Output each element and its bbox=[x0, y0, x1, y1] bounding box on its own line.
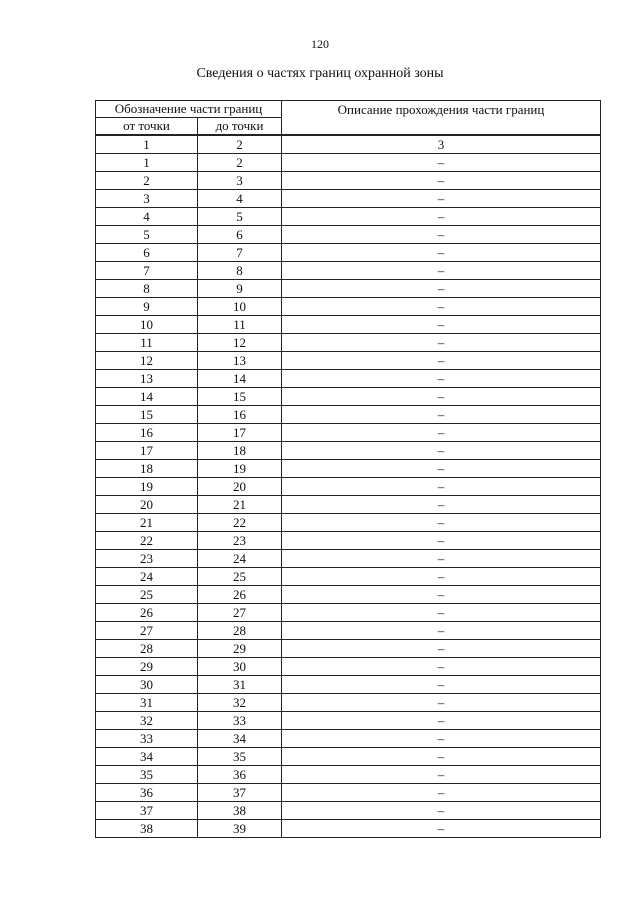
to-point-cell: 30 bbox=[198, 658, 282, 676]
table-row bbox=[96, 712, 601, 730]
table-row bbox=[96, 352, 601, 370]
to-point-cell: 32 bbox=[198, 694, 282, 712]
description-cell: – bbox=[282, 748, 601, 766]
column-number: 1 bbox=[96, 135, 198, 154]
table-row bbox=[96, 280, 601, 298]
table-row bbox=[96, 478, 601, 496]
table-row bbox=[96, 784, 601, 802]
description-cell: – bbox=[282, 514, 601, 532]
table-row bbox=[96, 442, 601, 460]
table-row bbox=[96, 406, 601, 424]
column-number: 2 bbox=[198, 135, 282, 154]
description-cell: – bbox=[282, 604, 601, 622]
description-cell: – bbox=[282, 190, 601, 208]
from-point-cell: 25 bbox=[96, 586, 198, 604]
table-row bbox=[96, 262, 601, 280]
to-point-cell: 37 bbox=[198, 784, 282, 802]
table-row bbox=[96, 586, 601, 604]
to-point-cell: 8 bbox=[198, 262, 282, 280]
table-row bbox=[96, 730, 601, 748]
from-point-cell: 24 bbox=[96, 568, 198, 586]
description-cell: – bbox=[282, 424, 601, 442]
from-point-cell: 7 bbox=[96, 262, 198, 280]
table-row bbox=[96, 154, 601, 172]
description-cell: – bbox=[282, 388, 601, 406]
description-cell: – bbox=[282, 496, 601, 514]
to-point-cell: 10 bbox=[198, 298, 282, 316]
to-point-cell: 2 bbox=[198, 154, 282, 172]
table-row bbox=[96, 676, 601, 694]
from-point-cell: 12 bbox=[96, 352, 198, 370]
from-point-cell: 28 bbox=[96, 640, 198, 658]
table-row bbox=[96, 802, 601, 820]
header-to-point: до точки bbox=[198, 118, 282, 136]
from-point-cell: 13 bbox=[96, 370, 198, 388]
to-point-cell: 28 bbox=[198, 622, 282, 640]
from-point-cell: 6 bbox=[96, 244, 198, 262]
table-body bbox=[96, 135, 601, 838]
to-point-cell: 3 bbox=[198, 172, 282, 190]
page-number: 120 bbox=[311, 37, 329, 51]
table-row bbox=[96, 424, 601, 442]
description-cell: – bbox=[282, 730, 601, 748]
to-point-cell: 12 bbox=[198, 334, 282, 352]
table-row bbox=[96, 334, 601, 352]
description-cell: – bbox=[282, 460, 601, 478]
description-cell: – bbox=[282, 820, 601, 838]
to-point-cell: 14 bbox=[198, 370, 282, 388]
from-point-cell: 23 bbox=[96, 550, 198, 568]
table-row bbox=[96, 766, 601, 784]
column-number: 3 bbox=[282, 135, 601, 154]
description-cell: – bbox=[282, 334, 601, 352]
description-cell: – bbox=[282, 298, 601, 316]
to-point-cell: 11 bbox=[198, 316, 282, 334]
page-title: Сведения о частях границ охранной зоны bbox=[196, 66, 444, 81]
from-point-cell: 14 bbox=[96, 388, 198, 406]
to-point-cell: 16 bbox=[198, 406, 282, 424]
from-point-cell: 17 bbox=[96, 442, 198, 460]
description-cell: – bbox=[282, 406, 601, 424]
from-point-cell: 34 bbox=[96, 748, 198, 766]
from-point-cell: 18 bbox=[96, 460, 198, 478]
description-cell: – bbox=[282, 766, 601, 784]
from-point-cell: 32 bbox=[96, 712, 198, 730]
to-point-cell: 35 bbox=[198, 748, 282, 766]
description-cell: – bbox=[282, 694, 601, 712]
from-point-cell: 11 bbox=[96, 334, 198, 352]
column-number-row bbox=[96, 135, 601, 154]
table-row bbox=[96, 820, 601, 838]
description-cell: – bbox=[282, 568, 601, 586]
from-point-cell: 33 bbox=[96, 730, 198, 748]
table-row bbox=[96, 640, 601, 658]
table-row bbox=[96, 316, 601, 334]
from-point-cell: 29 bbox=[96, 658, 198, 676]
to-point-cell: 18 bbox=[198, 442, 282, 460]
table-row bbox=[96, 244, 601, 262]
from-point-cell: 37 bbox=[96, 802, 198, 820]
from-point-cell: 27 bbox=[96, 622, 198, 640]
from-point-cell: 4 bbox=[96, 208, 198, 226]
table-row bbox=[96, 568, 601, 586]
to-point-cell: 27 bbox=[198, 604, 282, 622]
table-row bbox=[96, 370, 601, 388]
to-point-cell: 33 bbox=[198, 712, 282, 730]
from-point-cell: 15 bbox=[96, 406, 198, 424]
table-row bbox=[96, 748, 601, 766]
table-row bbox=[96, 622, 601, 640]
from-point-cell: 9 bbox=[96, 298, 198, 316]
from-point-cell: 38 bbox=[96, 820, 198, 838]
table-row bbox=[96, 460, 601, 478]
description-cell: – bbox=[282, 676, 601, 694]
table-row bbox=[96, 604, 601, 622]
from-point-cell: 1 bbox=[96, 154, 198, 172]
description-cell: – bbox=[282, 550, 601, 568]
to-point-cell: 38 bbox=[198, 802, 282, 820]
from-point-cell: 3 bbox=[96, 190, 198, 208]
from-point-cell: 8 bbox=[96, 280, 198, 298]
description-cell: – bbox=[282, 622, 601, 640]
table-row bbox=[96, 514, 601, 532]
header-from-point: от точки bbox=[96, 118, 198, 136]
header-boundary-designation: Обозначение части границ bbox=[96, 101, 282, 118]
from-point-cell: 26 bbox=[96, 604, 198, 622]
table-row bbox=[96, 190, 601, 208]
description-cell: – bbox=[282, 586, 601, 604]
description-cell: – bbox=[282, 478, 601, 496]
table-row bbox=[96, 226, 601, 244]
to-point-cell: 5 bbox=[198, 208, 282, 226]
to-point-cell: 15 bbox=[198, 388, 282, 406]
description-cell: – bbox=[282, 784, 601, 802]
to-point-cell: 29 bbox=[198, 640, 282, 658]
to-point-cell: 22 bbox=[198, 514, 282, 532]
table-row bbox=[96, 658, 601, 676]
table-row bbox=[96, 550, 601, 568]
to-point-cell: 25 bbox=[198, 568, 282, 586]
from-point-cell: 16 bbox=[96, 424, 198, 442]
to-point-cell: 34 bbox=[198, 730, 282, 748]
to-point-cell: 36 bbox=[198, 766, 282, 784]
header-description: Описание прохождения части границ bbox=[282, 101, 601, 136]
description-cell: – bbox=[282, 712, 601, 730]
description-cell: – bbox=[282, 280, 601, 298]
to-point-cell: 20 bbox=[198, 478, 282, 496]
from-point-cell: 22 bbox=[96, 532, 198, 550]
from-point-cell: 31 bbox=[96, 694, 198, 712]
table-row bbox=[96, 172, 601, 190]
description-cell: – bbox=[282, 442, 601, 460]
from-point-cell: 35 bbox=[96, 766, 198, 784]
from-point-cell: 5 bbox=[96, 226, 198, 244]
from-point-cell: 36 bbox=[96, 784, 198, 802]
to-point-cell: 4 bbox=[198, 190, 282, 208]
description-cell: – bbox=[282, 172, 601, 190]
from-point-cell: 19 bbox=[96, 478, 198, 496]
from-point-cell: 30 bbox=[96, 676, 198, 694]
to-point-cell: 13 bbox=[198, 352, 282, 370]
table-row bbox=[96, 388, 601, 406]
table-row bbox=[96, 496, 601, 514]
to-point-cell: 23 bbox=[198, 532, 282, 550]
description-cell: – bbox=[282, 226, 601, 244]
table-row bbox=[96, 298, 601, 316]
to-point-cell: 39 bbox=[198, 820, 282, 838]
to-point-cell: 17 bbox=[198, 424, 282, 442]
description-cell: – bbox=[282, 532, 601, 550]
from-point-cell: 2 bbox=[96, 172, 198, 190]
to-point-cell: 6 bbox=[198, 226, 282, 244]
description-cell: – bbox=[282, 370, 601, 388]
to-point-cell: 21 bbox=[198, 496, 282, 514]
description-cell: – bbox=[282, 316, 601, 334]
boundary-parts-table bbox=[95, 100, 601, 838]
description-cell: – bbox=[282, 208, 601, 226]
to-point-cell: 26 bbox=[198, 586, 282, 604]
table-row bbox=[96, 532, 601, 550]
table-header-row bbox=[96, 101, 601, 118]
table-row bbox=[96, 694, 601, 712]
description-cell: – bbox=[282, 262, 601, 280]
to-point-cell: 24 bbox=[198, 550, 282, 568]
from-point-cell: 21 bbox=[96, 514, 198, 532]
from-point-cell: 20 bbox=[96, 496, 198, 514]
to-point-cell: 9 bbox=[198, 280, 282, 298]
from-point-cell: 10 bbox=[96, 316, 198, 334]
description-cell: – bbox=[282, 658, 601, 676]
to-point-cell: 19 bbox=[198, 460, 282, 478]
description-cell: – bbox=[282, 352, 601, 370]
description-cell: – bbox=[282, 154, 601, 172]
to-point-cell: 31 bbox=[198, 676, 282, 694]
description-cell: – bbox=[282, 640, 601, 658]
table-row bbox=[96, 208, 601, 226]
description-cell: – bbox=[282, 244, 601, 262]
to-point-cell: 7 bbox=[198, 244, 282, 262]
description-cell: – bbox=[282, 802, 601, 820]
